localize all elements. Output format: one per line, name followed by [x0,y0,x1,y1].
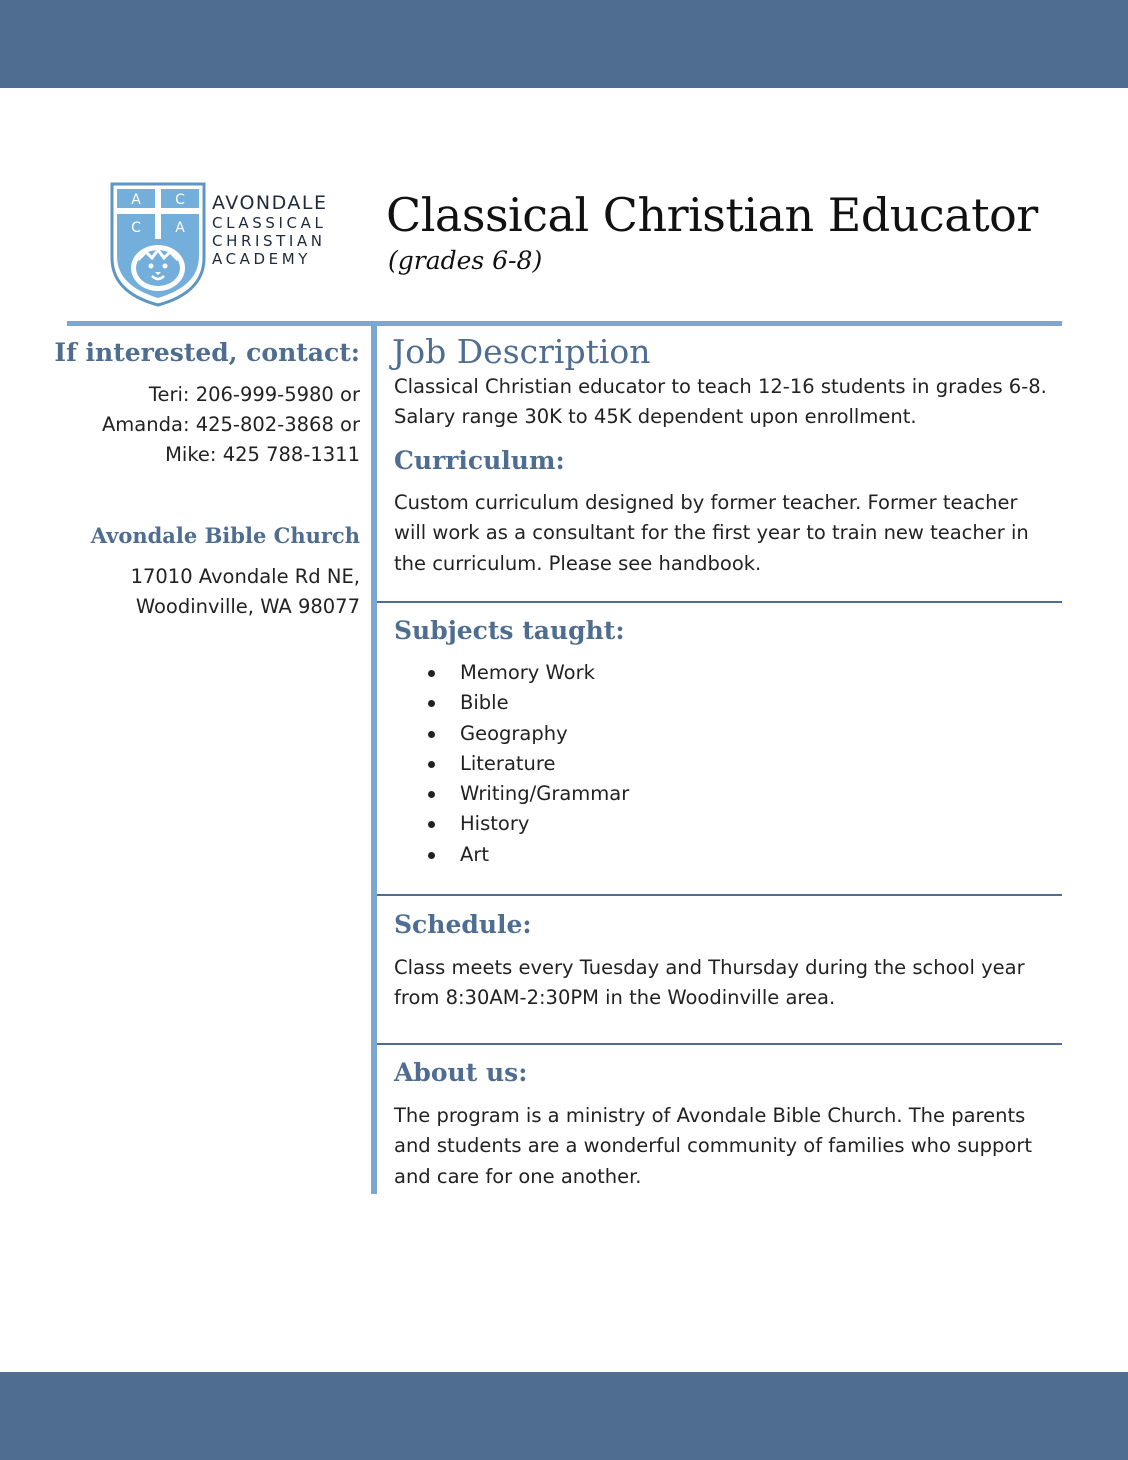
about-line: and students are a wonderful community of families who support [394,1134,1033,1158]
list-item [424,809,629,839]
page-title: Classical Christian Educator [386,188,1038,242]
about-heading: About us: [394,1058,528,1087]
schedule-heading: Schedule: [394,910,532,939]
contact-line-amanda: Amanda: 425-802-3868 or [101,413,360,436]
list-item [424,719,629,749]
about-line: The program is a ministry of Avondale Bible Church. The parents [394,1104,1026,1127]
top-color-band [0,0,1128,88]
subject-label: Writing/Grammar [460,782,630,806]
logo-line-academy: ACADEMY [212,250,312,268]
list-item [424,779,629,809]
job-description-text [394,372,1054,433]
section-divider-subjects [377,601,1062,603]
list-item [424,749,629,779]
subject-label: Literature [460,751,556,775]
header-divider [67,321,1062,326]
job-description-line: Salary range 30K to 45K dependent upon enrollment. [394,405,917,429]
page-subtitle: (grades 6-8) [388,246,543,275]
logo-line-classical: CLASSICAL [212,214,327,232]
contact-heading: If interested, contact: [54,338,360,367]
curriculum-line: the curriculum. Please see handbook. [394,551,762,575]
subjects-list [424,658,629,870]
logo-letter-c2: C [131,220,141,236]
bullet-icon [428,700,435,707]
schedule-line: from 8:30AM-2:30PM in the Woodinville area. [394,986,836,1010]
curriculum-text [394,488,1054,579]
subjects-heading: Subjects taught: [394,616,625,645]
subject-label: History [460,812,530,836]
schedule-line: Class meets every Tuesday and Thursday during the school year [394,956,1025,979]
column-divider [371,326,377,1194]
logo-letter-a2: A [175,220,185,236]
subject-label: Art [460,842,490,866]
curriculum-heading: Curriculum: [394,446,565,475]
subject-label: Bible [460,691,509,715]
job-description-heading: Job Description [392,332,651,371]
list-item [424,658,629,688]
list-item [424,840,629,870]
curriculum-line: Custom curriculum designed by former teacher. Former teacher [394,491,1018,514]
shield-crest-icon [108,180,208,308]
church-name: Avondale Bible Church [90,523,360,548]
bullet-icon [428,670,435,677]
section-divider-about [377,1043,1062,1045]
bullet-icon [428,852,435,859]
contact-line-teri: Teri: 206-999-5980 or [148,383,360,406]
logo-letter-c1: C [175,192,185,208]
subject-label: Geography [460,721,568,745]
logo-line-avondale: AVONDALE [212,192,328,214]
contact-line-mike: Mike: 425 788-1311 [165,443,360,466]
lion-icon [131,245,185,291]
curriculum-line: will work as a consultant for the first year to train new teacher in [394,521,1029,545]
logo-letter-a1: A [131,192,141,208]
logo-wordmark [212,194,328,267]
list-item [424,688,629,718]
bottom-color-band [0,1372,1128,1460]
bullet-icon [428,821,435,828]
church-address-city: Woodinville, WA 98077 [135,595,360,618]
about-line: and care for one another. [394,1164,642,1188]
subject-label: Memory Work [460,661,595,684]
bullet-icon [428,731,435,738]
church-address-street: 17010 Avondale Rd NE, [130,565,360,588]
bullet-icon [428,761,435,768]
bullet-icon [428,791,435,798]
logo-line-christian: CHRISTIAN [212,232,326,250]
section-divider-schedule [377,894,1062,896]
about-text [394,1101,1054,1192]
schedule-text [394,953,1054,1014]
job-description-line: Classical Christian educator to teach 12-16 students in grades 6-8. [394,375,1047,398]
academy-logo [108,180,348,308]
